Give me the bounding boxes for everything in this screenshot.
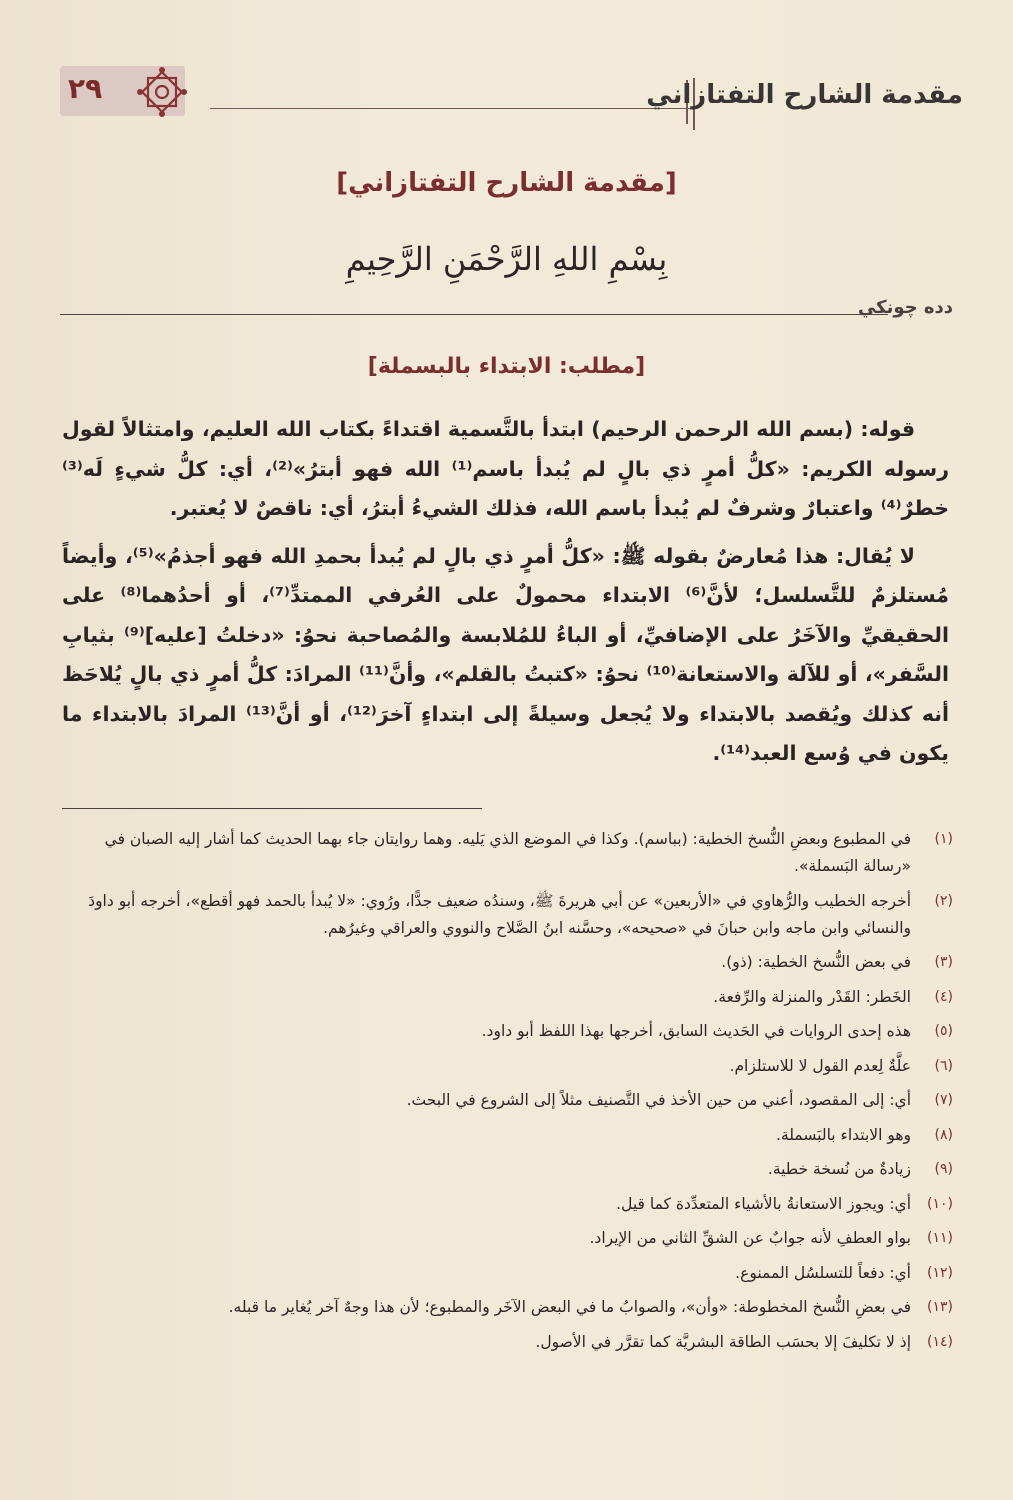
footnote-number: (١٤) bbox=[927, 1333, 953, 1350]
footnote bbox=[62, 1191, 953, 1218]
footnote-number: (٨) bbox=[934, 1126, 953, 1143]
footnote-separator bbox=[62, 808, 482, 809]
footnote-number: (٧) bbox=[934, 1092, 953, 1108]
footnote bbox=[62, 1329, 953, 1356]
footnote-number: (٥) bbox=[934, 1023, 953, 1039]
footnote-number: (٢) bbox=[934, 892, 953, 909]
footnote-number: (١٠) bbox=[927, 1195, 953, 1212]
paragraph: قوله: (بسم الله الرحمن الرحيم) ابتدأ بالتَّسمية اقتداءً بكتاب الله العليم، وامتثالاً لقول رسوله الكريم: «كلُّ أمرٍ ذي بالٍ لم يُبدأ باسم⁽¹⁾ الله فهو أبترُ»⁽²⁾، أي: كلُّ شيءٍ لَه⁽³⁾ خطرٌ⁽⁴⁾ واعتبارٌ وشرفٌ لم يُبدأ باسم الله، فذلك الشيءُ أبترُ، أي: ناقصٌ لا يُعتبر. bbox=[62, 417, 950, 520]
main-text bbox=[62, 410, 949, 776]
signature-rule bbox=[60, 314, 888, 315]
footnote-number: (٤) bbox=[934, 988, 953, 1005]
footnote bbox=[62, 949, 953, 976]
header-rule bbox=[210, 108, 693, 109]
footnote-number: (٣) bbox=[934, 954, 953, 970]
footnote-number: (٩) bbox=[934, 1161, 953, 1177]
paragraph: لا يُقال: هذا مُعارضٌ بقوله ﷺ: «كلُّ أمرٍ ذي بالٍ لم يُبدأ بحمدِ الله فهو أجذمُ»⁽⁵⁾، وأيضاً مُستلزمٌ للتَّسلسل؛ لأنَّ⁽⁶⁾ الابتداء محمولٌ على العُرفي الممتدِّ⁽⁷⁾، أو أحدُهما⁽⁸⁾ على الحقيقيِّ والآخَرُ على الإضافيِّ، أو الباءُ للمُلابسة والمُصاحبة نحوُ: «دخلتُ [عليه]⁽⁹⁾ بثيابِ السَّفر»، أو للآلة والاستعانة⁽¹⁰⁾ نحوُ: «كتبتُ بالقلم»، وأنَّ⁽¹¹⁾ المرادَ: كلُّ أمرٍ ذي بالٍ يُلاحَظ أنه كذلك ويُقصد بالابتداء ولا يُجعل وسيلةً إلى ابتداءٍ آخرَ⁽¹²⁾، أو أنَّ⁽¹³⁾ المرادَ بالابتداء ما يكون في وُسع العبد⁽¹⁴⁾. bbox=[62, 543, 950, 765]
footnote bbox=[62, 984, 953, 1011]
footnote-text: إذ لا تكليفَ إلا بحسَب الطاقة البشريَّة كما تقرَّر في الأصول. bbox=[535, 1332, 911, 1351]
footnote bbox=[62, 1294, 953, 1321]
rosette-ornament-icon bbox=[134, 64, 190, 120]
section-title: [مطلب: الابتداء بالبسملة] bbox=[367, 354, 646, 379]
footnote bbox=[62, 1018, 953, 1045]
page-number: ٢٩ bbox=[68, 72, 103, 105]
footnote-number: (١٢) bbox=[927, 1264, 953, 1281]
footnote-text: في المطبوع وبعضِ النُّسخ الخطية: (بباسم). وكذا في الموضع الذي يَليه. وهما روايتان جاء بهما الحديث كما أشار إليه الصبان في «رسالة البَسملة». bbox=[104, 830, 911, 875]
running-title: مقدمة الشارح التفتازاني bbox=[646, 80, 963, 110]
chapter-title: [مقدمة الشارح التفتازاني] bbox=[336, 168, 677, 198]
footnote-text: أي: دفعاً للتسلسُل الممنوع. bbox=[735, 1263, 911, 1282]
footnote-text: الخَطر: القَدْر والمنزلة والرِّفعة. bbox=[713, 987, 911, 1006]
footnote bbox=[62, 1260, 953, 1287]
footnotes bbox=[62, 826, 953, 1363]
footnote-text: هذه إحدى الروايات في الحَديث السابق، أخرجها بهذا اللفظ أبو داود. bbox=[481, 1022, 911, 1040]
footnote-text: في بعضِ النُّسخ المخطوطة: «وأن»، والصوابُ ما في البعض الآخَر والمطبوع؛ لأن هذا وجهٌ آخر يُغاير ما قبله. bbox=[228, 1298, 911, 1316]
footnote-text: أي: ويجوز الاستعانةُ بالأشياء المتعدِّدة كما قيل. bbox=[616, 1194, 911, 1213]
footnote bbox=[62, 1156, 953, 1183]
author-signature: دده چونكي bbox=[857, 297, 953, 318]
footnote bbox=[62, 1122, 953, 1149]
footnote-number: (١٣) bbox=[927, 1299, 953, 1315]
running-header bbox=[50, 58, 963, 130]
footnote-text: وهو الابتداء بالبَسملة. bbox=[776, 1125, 911, 1144]
footnote bbox=[62, 1053, 953, 1080]
footnote-number: (١١) bbox=[927, 1230, 953, 1246]
footnote-number: (١) bbox=[934, 831, 953, 847]
footnote-text: علَّةٌ لِعدم القول لا للاستلزام. bbox=[729, 1056, 911, 1075]
footnote-text: أي: إلى المقصود، أعني من حين الأخذ في التَّصنيف مثلاً إلى الشروع في البحث. bbox=[406, 1091, 911, 1109]
footnote-text: بواو العطفِ لأنه جوابٌ عن الشقِّ الثاني من الإيراد. bbox=[589, 1229, 911, 1247]
footnote-text: أخرجه الخطيب والرُّهاوي في «الأربعين» عن أبي هريرةَ ﷺ، وسندُه ضعيف جدًّا، ورُوي: «لا يُبدأ بالحمد فهو أقطع»، أخرجه أبو داودَ والنسائي وابن ماجه وابن حبانَ في «صحيحه»، وحسَّنه ابنُ الصَّلاح والنووي والعراقي وغيرُهم. bbox=[88, 891, 911, 937]
footnote-text: زيادةٌ من نُسخة خطية. bbox=[767, 1160, 911, 1178]
footnote bbox=[62, 888, 953, 942]
footnote bbox=[62, 1225, 953, 1252]
basmala: بِسْمِ اللهِ الرَّحْمَنِ الرَّحِيمِ bbox=[345, 240, 668, 278]
footnote bbox=[62, 826, 953, 880]
footnote bbox=[62, 1087, 953, 1114]
footnote-text: في بعض النُّسخ الخطية: (ذو). bbox=[721, 953, 911, 971]
footnote-number: (٦) bbox=[934, 1057, 953, 1074]
